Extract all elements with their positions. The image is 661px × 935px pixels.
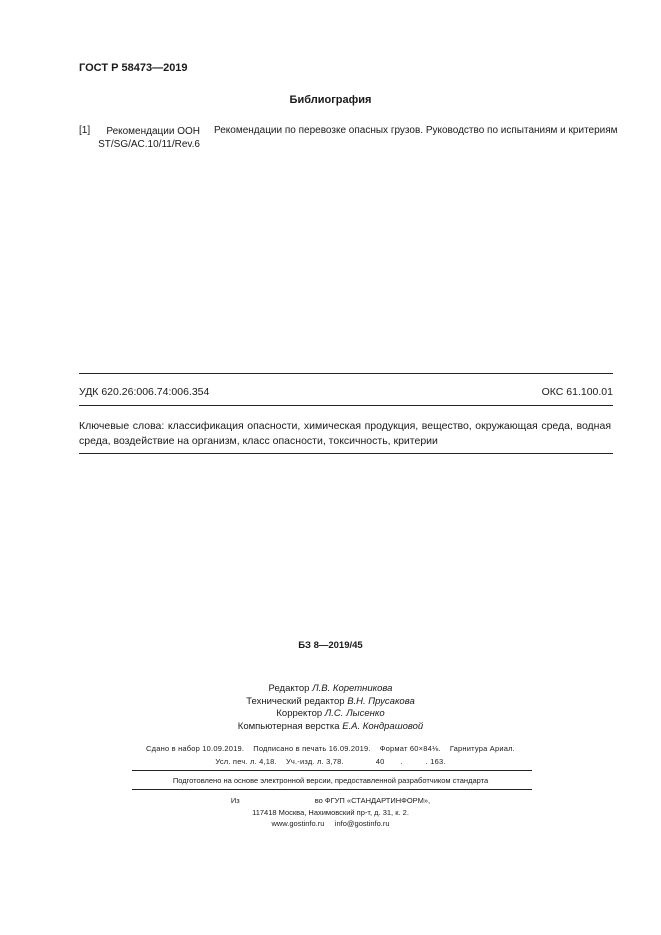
bibliography-title: Библиография [289,94,372,106]
bz-number: БЗ 8—2019/45 [298,640,363,651]
standard-number: ГОСТ Р 58473—2019 [79,62,188,74]
credit-line: Редактор Л.В. Коретникова [268,683,393,694]
credit-line: Корректор Л.С. Лысенко [276,708,385,719]
publisher-contacts: www.gostinfo.ru info@gostinfo.ru [271,819,390,828]
imprint-line-2: Усл. печ. л. 4,18. Уч.-изд. л. 3,78. 40 . . 163. [215,757,446,766]
keywords: Ключевые слова: классификация опасности, химическая продукция, вещество, окружающая среда, водная среда, воздействие на организм, класс опасности, токсичность, критерии [79,420,611,447]
divider-bottom [79,453,613,454]
publisher-block [0,795,661,830]
bibliography-source-line2: ST/SG/AC.10/11/Rev.6 [98,139,200,150]
divider-middle [79,405,613,406]
publisher-divider [132,789,532,790]
credit-line: Технический редактор В.Н. Прусакова [246,695,415,707]
credit-line: Компьютерная верстка Е.А. Кондрашовой [237,720,424,732]
prepared-note: Подготовлено на основе электронной версии, предоставленной разработчиком стандарта [172,776,489,785]
publisher-line-1: Из во ФГУП «СТАНДАРТИНФОРМ», [230,796,431,805]
publisher-address: 117418 Москва, Нахимовский пр-т, д. 31, к. 2. [252,807,409,817]
divider-top [79,373,613,374]
oks-code: ОКС 61.100.01 [541,386,613,398]
imprint-divider [132,770,532,771]
bibliography-source-line1: Рекомендации ООН [106,126,200,137]
imprint-line-1: Сдано в набор 10.09.2019. Подписано в печать 16.09.2019. Формат 60×84⅛. Гарнитура Ариал. [146,744,515,753]
credits-block [0,683,661,733]
udk-code: УДК 620.26:006.74:006.354 [79,386,210,398]
bibliography-entry-number: [1] [79,125,91,136]
bibliography-entry-text: Рекомендации по перевозке опасных грузов. Руководство по испытаниям и критериям [214,125,618,136]
bibliography-entry-source [96,125,200,151]
